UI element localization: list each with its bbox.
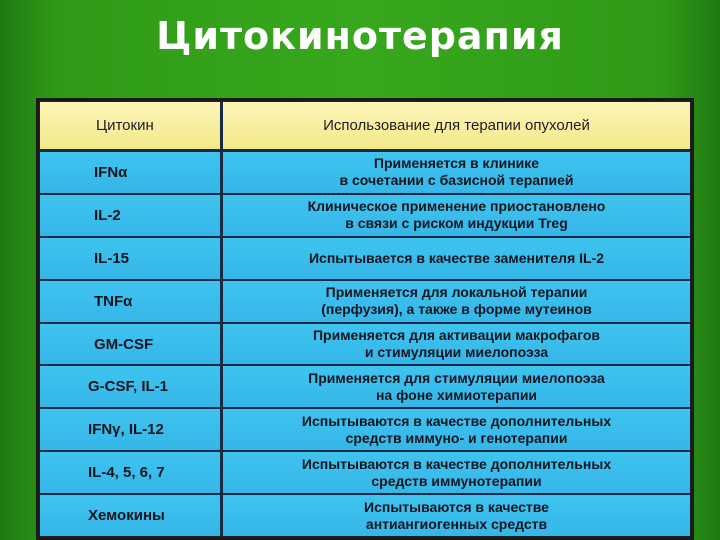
table-row — [40, 366, 690, 409]
cytokine-usage: Испытываются в качестве дополнительных средств иммунотерапии — [301, 455, 612, 489]
cytokine-usage: Испытываются в качестве антиангиогенных средств — [364, 498, 549, 532]
table-row — [40, 409, 690, 452]
cytokine-name: Хемокины — [40, 495, 223, 536]
cytokine-name: GM-CSF — [40, 324, 223, 365]
cytokine-usage: Применяется для стимуляции миелопоэза на фоне химиотерапии — [308, 369, 605, 403]
cytokine-name: IL-15 — [40, 238, 223, 279]
header-usage: Использование для терапии опухолей — [323, 117, 590, 134]
cytokine-usage: Применяется в клинике в сочетании с базисной терапией — [339, 155, 574, 189]
cytokine-name: G-CSF, IL-1 — [40, 366, 223, 407]
cytokine-usage: Применяется для локальной терапии (перфузия), а также в форме мутеинов — [321, 284, 592, 318]
cytokine-usage: Клиническое применение приостановлено в связи с риском индукции Treg — [307, 198, 606, 232]
cytokine-usage: Испытывается в качестве заменителя IL-2 — [308, 249, 605, 266]
table-row — [40, 195, 690, 238]
table-header-row — [40, 102, 690, 152]
cytokine-name: TNFα — [40, 281, 223, 322]
cytokine-usage: Испытываются в качестве дополнительных средств иммуно- и генотерапии — [301, 412, 612, 446]
table-row — [40, 238, 690, 281]
table-row — [40, 281, 690, 324]
slide-title: Цитокинотерапия — [156, 14, 564, 58]
table-body — [39, 101, 691, 537]
cytokine-table — [36, 98, 694, 540]
cytokine-name: IFNγ, IL-12 — [40, 409, 223, 450]
cytokine-name: IL-2 — [40, 195, 223, 236]
header-cytokine: Цитокин — [40, 102, 223, 149]
table-row — [40, 452, 690, 495]
table-row — [40, 152, 690, 195]
cytokine-name: IL-4, 5, 6, 7 — [40, 452, 223, 493]
cytokine-name: IFNα — [40, 152, 223, 193]
cytokine-usage: Применяется для активации макрофагов и стимуляции миелопоэза — [312, 327, 601, 360]
table-row — [40, 324, 690, 367]
table-row — [40, 495, 690, 536]
